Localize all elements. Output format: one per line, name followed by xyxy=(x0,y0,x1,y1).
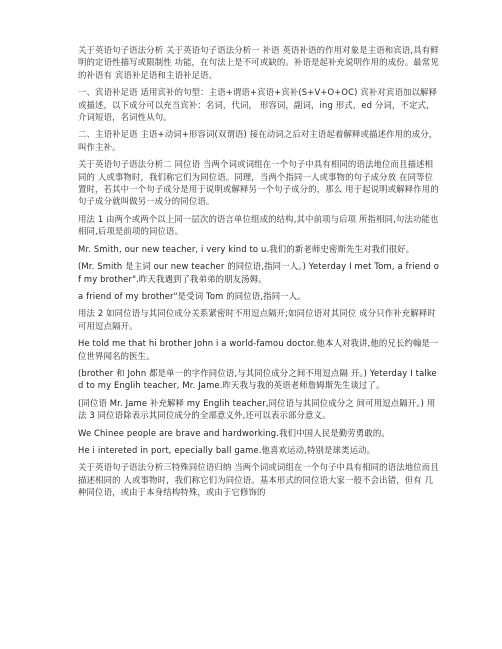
paragraph-object-complement: 一、宾语补足语 适用宾补的句型：主语+谓语+宾语+宾补(S+V+O+OC) 宾补对宾语加以解释或描述，以下成分可以充当宾补：名词，代词， 形容词，副词，ing 形式，ed 分词，不定式，介词短语，名词性从句。 xyxy=(78,87,438,123)
paragraph-subject-complement: 二、主语补足语 主语+动词+形容词(双谓语) 接在动词之后对主语起着解释或描述作用的成分，叫作主补。 xyxy=(78,129,438,152)
paragraph-special-appositive: 关于英语句子语法分析三特殊同位语归纳 当两个词或词组在一个句子中具有相同的语法地位而且描述相同的 人或事物时，我们称它们为同位语。基本形式的同位语大家一般不会出错，但有 几种同位语，或由于本身结构特殊，或由于它修饰的 xyxy=(78,462,439,498)
paragraph-example-2-note: (brother 和 John 都是单一的字作同位语,与其同位成分之间不用逗点隔 开。) Yeterday I talked to my Englih teacher, Mr. Jame.昨天我与我的英语老师詹姆斯先生谈过了。 xyxy=(78,367,437,391)
paragraph-example-1: Mr. Smith, our new teacher, i very kind to u.我们的新老师史密斯先生对我们很好。 xyxy=(78,243,415,254)
paragraph-example-1-note: (Mr. Smith 是主词 our new teacher 的同位语,指同一人。) Yeterday I met Tom, a friend of my brother".昨天我遇到了我弟弟的朋友汤姆。 xyxy=(78,261,440,284)
paragraph-usage-3: (同位语 Mr. Jame 补充解释 my Englih teacher,同位语与其同位成分之 间可用逗点隔开。) 用法 3 同位语除表示其同位成分的全部意义外,还可以表示部分意义。 xyxy=(78,397,436,421)
paragraph-usage-1: 用法 1 由两个或两个以上同一层次的语言单位组成的结构,其中前项与后项 所指相同,句法功能也相同,后项是前项的同位语。 xyxy=(78,213,439,237)
paragraph-example-1-explain: a friend of my brother"是受词 Tom 的同位语,指同一人。 xyxy=(78,290,306,301)
paragraph-appositive-intro: 关于英语句子语法分析二 同位语 当两个词或词组在一个句子中具有相同的语法地位而且描述相同的 人或事物时，我们称它们为同位语。同理，当两个指同一人或事物的句子成分放 在同等位置时，若其中一个句子成分是用于说明或解释另一个句子成分的，那么 用于起说明或解释作用的句子成分就叫做另一成分的同位语。 xyxy=(78,159,439,207)
paragraph-example-3: We Chinee people are brave and hardworking.我们中国人民是勤劳勇敢的。 xyxy=(78,427,390,438)
paragraph-usage-2: 用法 2 如同位语与其同位成分关系紧密时不用逗点隔开;如同位语对其同位 成分只作补充解释时可用逗点隔开。 xyxy=(78,308,436,331)
paragraph-intro: 关于英语句子语法分析 关于英语句子语法分析一 补语 英语补语的作用对象是主语和宾语,具有鲜明的定语性描写或限制性 功能，在句法上是不可或缺的。补语是起补充说明作用的成份。最常见的补语有 宾语补足语和主语补足语。 xyxy=(78,45,439,80)
paragraph-example-2: He told me that hi brother John i a world-famou doctor.他本人对我讲,他的兄长约翰是一位世界闻名的医生。 xyxy=(78,338,439,361)
paragraph-example-4: He i intereted in port, epecially ball game.他喜欢运动,特别是球类运动。 xyxy=(78,444,376,455)
